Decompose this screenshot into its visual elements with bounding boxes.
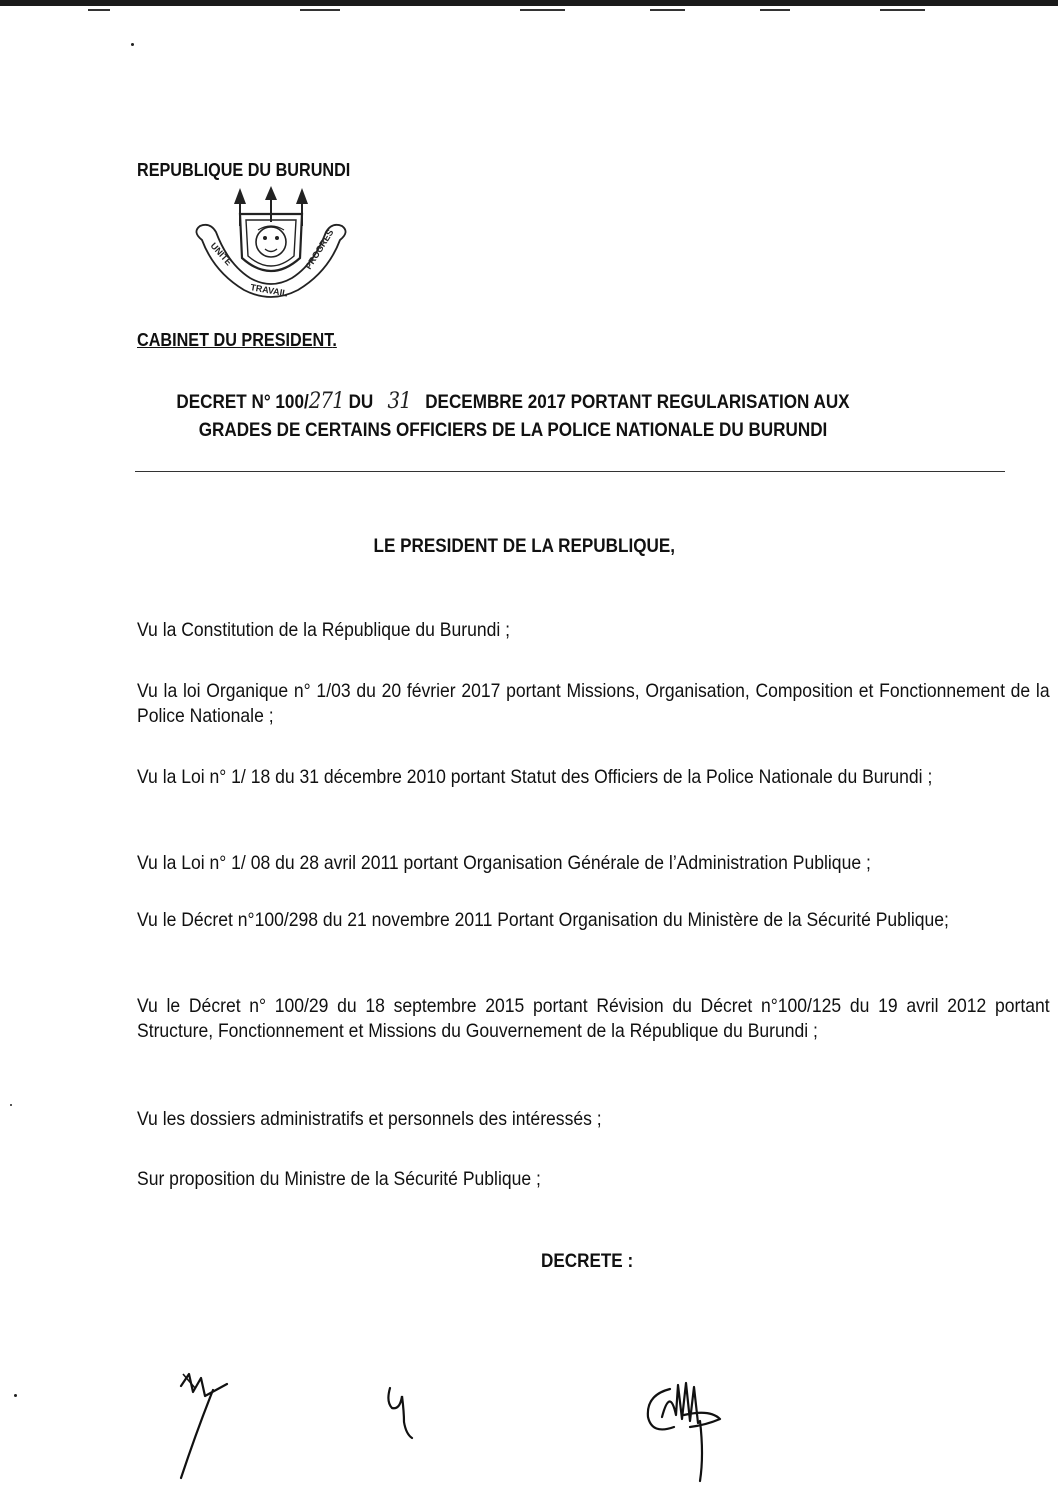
scan-mark <box>520 9 565 11</box>
recital-files: Vu les dossiers administratifs et personnels des intéressés ; <box>137 1108 602 1130</box>
decree-title-line1 <box>0 388 1026 417</box>
handwritten-decree-day: 31 <box>387 389 411 414</box>
motto-left: UNITE <box>208 240 235 268</box>
cabinet-period: . <box>332 330 337 350</box>
cabinet-heading <box>137 330 337 351</box>
handwritten-decree-number: 271 <box>308 389 344 414</box>
recital-constitution: Vu la Constitution de la République du Burundi ; <box>137 619 511 641</box>
motto-right: PROGRES <box>303 227 336 272</box>
country-heading: REPUBLIQUE DU BURUNDI <box>137 160 351 180</box>
scan-mark <box>760 9 790 11</box>
decree-du: DU <box>348 392 374 413</box>
recital-government-decree: Vu le Décret n° 100/29 du 18 septembre 2015 portant Révision du Décret n°100/125 du 19 avril 2012 portant Structure, Fonctionnement et Missions du Gouvernement de la République du Burundi ; <box>137 995 1050 1042</box>
motto-center: TRAVAIL <box>249 282 289 299</box>
decree-title-line2: GRADES DE CERTAINS OFFICIERS DE LA POLICE NATIONALE DU BURUNDI <box>198 420 828 441</box>
coat-of-arms-emblem <box>188 186 354 306</box>
recital-public-administration: Vu la Loi n° 1/ 08 du 28 avril 2011 portant Organisation Générale de l’Administration Publique ; <box>137 852 871 874</box>
scan-mark <box>650 9 685 11</box>
scan-speck <box>10 1104 12 1106</box>
cabinet-label: CABINET DU PRESIDENT <box>137 330 333 350</box>
recital-ministry-decree: Vu le Décret n°100/298 du 21 novembre 2011 Portant Organisation du Ministère de la Sécurité Publique; <box>137 909 949 931</box>
scan-mark <box>880 9 925 11</box>
president-heading: LE PRESIDENT DE LA REPUBLIQUE, <box>373 536 675 557</box>
handwritten-initial-signature <box>382 1382 414 1442</box>
scan-edge <box>0 0 1058 6</box>
recital-proposal: Sur proposition du Ministre de la Sécurité Publique ; <box>137 1168 541 1190</box>
scan-speck <box>131 43 134 46</box>
title-divider <box>135 471 1005 472</box>
scan-mark <box>300 9 340 11</box>
decree-title-rest: DECEMBRE 2017 PORTANT REGULARISATION AUX <box>425 392 850 413</box>
scan-mark <box>88 9 110 11</box>
recital-organic-law: Vu la loi Organique n° 1/03 du 20 février 2017 portant Missions, Organisation, Composition et Fonctionnement de la Police Nationale ; <box>137 680 1050 727</box>
handwritten-initial-signature <box>175 1370 245 1485</box>
scan-speck <box>14 1394 17 1397</box>
decree-title <box>0 388 1026 445</box>
decrete-heading: DECRETE : <box>541 1251 634 1272</box>
recital-officers-statute: Vu la Loi n° 1/ 18 du 31 décembre 2010 portant Statut des Officiers de la Police Nationale du Burundi ; <box>137 766 933 788</box>
decree-prefix: DECRET N° 100/ <box>176 392 309 413</box>
handwritten-signature <box>640 1375 730 1485</box>
